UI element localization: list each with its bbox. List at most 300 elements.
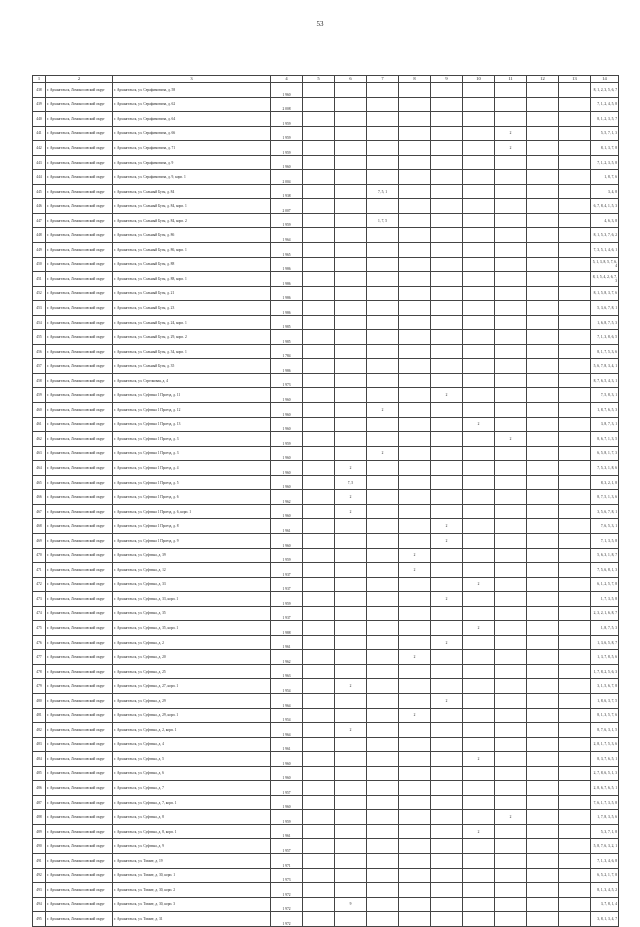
cell-address: г. Архангельск, ул. Суфтина, д. 7, корп. 1 — [113, 795, 271, 810]
cell-c9 — [431, 213, 463, 228]
cell-c7 — [367, 228, 399, 243]
cell-c11: 2 — [495, 432, 527, 447]
cell-c14: 1, 6, 8, 7, 5, 3 — [591, 315, 619, 330]
cell-c6 — [335, 112, 367, 127]
cell-c8 — [399, 897, 431, 912]
cell-address: г. Архангельск, ул. Тимме, д. 30, корп. 2 — [113, 883, 271, 898]
cell-c13 — [559, 213, 591, 228]
table-row — [33, 213, 619, 228]
cell-address: г. Архангельск, ул. Сольный Бугн, д. 24, корп. 1 — [113, 315, 271, 330]
cell-c9 — [431, 315, 463, 330]
cell-c5 — [303, 883, 335, 898]
cell-n: 483 — [33, 737, 46, 752]
cell-n: 473 — [33, 592, 46, 607]
cell-n: 494 — [33, 897, 46, 912]
cell-district: г. Архангельск, Ломоносовский округ — [46, 330, 113, 345]
cell-c8: 2 — [399, 548, 431, 563]
cell-c10 — [463, 97, 495, 112]
cell-c13 — [559, 737, 591, 752]
cell-c13 — [559, 344, 591, 359]
cell-c12 — [527, 781, 559, 796]
cell-c6 — [335, 243, 367, 258]
cell-c14: 8, 6, 7, 1, 3, 5 — [591, 432, 619, 447]
cell-c13 — [559, 141, 591, 156]
cell-c14: 4, 6, 3, 8 — [591, 213, 619, 228]
cell-c9 — [431, 723, 463, 738]
cell-c6: 9 — [335, 897, 367, 912]
cell-c14: 1, 8, 7, 5, 3 — [591, 621, 619, 636]
cell-c10 — [463, 897, 495, 912]
cell-year: 1 963 — [271, 664, 303, 679]
cell-c10 — [463, 853, 495, 868]
cell-c14: 7, 1, 2, 4, 5, 8 — [591, 97, 619, 112]
cell-year: 1 961 — [271, 635, 303, 650]
cell-c10 — [463, 170, 495, 185]
table-row — [33, 373, 619, 388]
cell-n: 442 — [33, 141, 46, 156]
cell-c14: 7, 5, 3, 1, 8, 6 — [591, 461, 619, 476]
table-row — [33, 388, 619, 403]
cell-c14: 1, 8, 6, 3, 7, 5 — [591, 693, 619, 708]
column-header-12: 12 — [527, 76, 559, 83]
cell-c11 — [495, 693, 527, 708]
cell-c10 — [463, 141, 495, 156]
cell-district: г. Архангельск, Ломоносовский округ — [46, 504, 113, 519]
cell-c11: 2 — [495, 126, 527, 141]
table-row — [33, 606, 619, 621]
cell-c8 — [399, 417, 431, 432]
cell-year: 1 957 — [271, 839, 303, 854]
table-row — [33, 723, 619, 738]
cell-c8 — [399, 301, 431, 316]
cell-c7 — [367, 621, 399, 636]
cell-year: 1 959 — [271, 112, 303, 127]
cell-c13 — [559, 432, 591, 447]
cell-c7 — [367, 490, 399, 505]
cell-c10 — [463, 693, 495, 708]
cell-n: 458 — [33, 373, 46, 388]
cell-address: г. Архангельск, ул. Суфтина, д. 33, корп. 1 — [113, 592, 271, 607]
cell-c10 — [463, 330, 495, 345]
cell-n: 456 — [33, 344, 46, 359]
cell-c10 — [463, 737, 495, 752]
cell-address: г. Архангельск, ул. Суфтина 1 Проезд, д. 6 — [113, 490, 271, 505]
cell-c14: 5, 3, 7, 1, 8 — [591, 824, 619, 839]
cell-address: г. Архангельск, ул. Сольный Бугн, д. 86, корп. 1 — [113, 243, 271, 258]
cell-c6 — [335, 83, 367, 98]
cell-c14: 8, 7, 6, 3, 1, 5 — [591, 723, 619, 738]
table-row — [33, 446, 619, 461]
cell-c5 — [303, 679, 335, 694]
cell-n: 490 — [33, 839, 46, 854]
cell-c8 — [399, 810, 431, 825]
cell-c12 — [527, 679, 559, 694]
cell-address: г. Архангельск, ул. Сольный Бугн, д. 29, корп. 2 — [113, 330, 271, 345]
cell-c9 — [431, 650, 463, 665]
cell-c12 — [527, 344, 559, 359]
cell-c7 — [367, 257, 399, 272]
cell-c13 — [559, 359, 591, 374]
cell-c13 — [559, 490, 591, 505]
cell-c12 — [527, 155, 559, 170]
cell-c10 — [463, 272, 495, 287]
cell-c14: 7, 6, 5, 3, 1 — [591, 519, 619, 534]
column-header-6: 6 — [335, 76, 367, 83]
cell-c14: 5, 6, 3, 1, 8, 7 — [591, 548, 619, 563]
cell-c10 — [463, 257, 495, 272]
cell-n: 455 — [33, 330, 46, 345]
cell-c11 — [495, 737, 527, 752]
cell-c9 — [431, 810, 463, 825]
cell-c7 — [367, 344, 399, 359]
cell-c5 — [303, 737, 335, 752]
cell-c12 — [527, 170, 559, 185]
cell-district: г. Архангельск, Ломоносовский округ — [46, 373, 113, 388]
cell-c5 — [303, 155, 335, 170]
cell-year: 1 954 — [271, 679, 303, 694]
cell-c9 — [431, 664, 463, 679]
cell-c14: 1, 8, 7, 6 — [591, 170, 619, 185]
cell-n: 471 — [33, 563, 46, 578]
cell-year: 1 964 — [271, 723, 303, 738]
column-header-3: 3 — [113, 76, 271, 83]
cell-c6 — [335, 257, 367, 272]
cell-c12 — [527, 330, 559, 345]
cell-c5 — [303, 83, 335, 98]
cell-c12 — [527, 606, 559, 621]
table-row — [33, 83, 619, 98]
table-row — [33, 417, 619, 432]
table-row — [33, 475, 619, 490]
table-row — [33, 752, 619, 767]
cell-c13 — [559, 272, 591, 287]
cell-c9 — [431, 883, 463, 898]
cell-c8 — [399, 664, 431, 679]
cell-c10 — [463, 213, 495, 228]
cell-c13 — [559, 912, 591, 927]
table-row — [33, 548, 619, 563]
cell-c5 — [303, 795, 335, 810]
cell-c13 — [559, 243, 591, 258]
cell-address: г. Архангельск, ул. Суфтина, д. 9 — [113, 839, 271, 854]
cell-year: 1 964 — [271, 693, 303, 708]
table-row — [33, 490, 619, 505]
cell-c6 — [335, 533, 367, 548]
cell-c10 — [463, 373, 495, 388]
cell-c8 — [399, 199, 431, 214]
cell-c6 — [335, 403, 367, 418]
cell-c11 — [495, 853, 527, 868]
cell-c8 — [399, 606, 431, 621]
cell-c12 — [527, 475, 559, 490]
cell-year: 2 004 — [271, 170, 303, 185]
table-row — [33, 883, 619, 898]
cell-c9 — [431, 679, 463, 694]
cell-c12 — [527, 533, 559, 548]
cell-n: 449 — [33, 243, 46, 258]
cell-c8 — [399, 388, 431, 403]
cell-year: 1 986 — [271, 301, 303, 316]
cell-c11 — [495, 272, 527, 287]
cell-c5 — [303, 403, 335, 418]
cell-c12 — [527, 432, 559, 447]
cell-c8 — [399, 504, 431, 519]
cell-c8 — [399, 635, 431, 650]
table-body — [33, 83, 619, 927]
cell-c13 — [559, 708, 591, 723]
cell-c5 — [303, 853, 335, 868]
cell-c8 — [399, 213, 431, 228]
cell-c14: 7, 1, 3, 8, 6, 5 — [591, 330, 619, 345]
cell-n: 472 — [33, 577, 46, 592]
cell-c10 — [463, 810, 495, 825]
cell-n: 468 — [33, 519, 46, 534]
cell-c12 — [527, 795, 559, 810]
cell-c14: 2, 7, 8, 6, 5, 1, 3 — [591, 766, 619, 781]
cell-c7 — [367, 577, 399, 592]
cell-district: г. Архангельск, Ломоносовский округ — [46, 257, 113, 272]
cell-c13 — [559, 315, 591, 330]
cell-c8 — [399, 315, 431, 330]
cell-district: г. Архангельск, Ломоносовский округ — [46, 126, 113, 141]
cell-c6 — [335, 519, 367, 534]
cell-c5 — [303, 141, 335, 156]
cell-c8 — [399, 868, 431, 883]
cell-c6 — [335, 883, 367, 898]
cell-c7 — [367, 650, 399, 665]
cell-c14: 1, 7, 8, 3, 5, 6 — [591, 810, 619, 825]
cell-c12 — [527, 577, 559, 592]
cell-n: 467 — [33, 504, 46, 519]
cell-address: г. Архангельск, ул. Сольный Бугн, д. 88 — [113, 257, 271, 272]
cell-c12 — [527, 519, 559, 534]
cell-c6 — [335, 839, 367, 854]
cell-c6: 2 — [335, 679, 367, 694]
cell-address: г. Архангельск, ул. Суфтина, д. 29, корп. 1 — [113, 708, 271, 723]
cell-c12 — [527, 708, 559, 723]
cell-year: 1 959 — [271, 810, 303, 825]
cell-c5 — [303, 432, 335, 447]
cell-c8 — [399, 228, 431, 243]
table-row — [33, 432, 619, 447]
cell-c10 — [463, 490, 495, 505]
cell-c10 — [463, 912, 495, 927]
cell-c6 — [335, 577, 367, 592]
cell-c9 — [431, 432, 463, 447]
cell-c9 — [431, 606, 463, 621]
cell-c5 — [303, 563, 335, 578]
table-row — [33, 97, 619, 112]
table-row — [33, 403, 619, 418]
cell-year: 1 986 — [271, 359, 303, 374]
table-row — [33, 112, 619, 127]
cell-c13 — [559, 461, 591, 476]
cell-c10 — [463, 533, 495, 548]
cell-c14: 7, 5, 6, 8, 1, 3 — [591, 563, 619, 578]
cell-c5 — [303, 475, 335, 490]
cell-c6 — [335, 417, 367, 432]
cell-c6 — [335, 737, 367, 752]
cell-c12 — [527, 563, 559, 578]
cell-c11 — [495, 752, 527, 767]
cell-c8 — [399, 257, 431, 272]
cell-c8 — [399, 795, 431, 810]
table-row — [33, 795, 619, 810]
cell-district: г. Архангельск, Ломоносовский округ — [46, 824, 113, 839]
cell-c9 — [431, 170, 463, 185]
cell-c11 — [495, 315, 527, 330]
table-row — [33, 679, 619, 694]
cell-c9 — [431, 126, 463, 141]
cell-c11 — [495, 679, 527, 694]
cell-c7 — [367, 766, 399, 781]
cell-c9 — [431, 766, 463, 781]
cell-c6 — [335, 141, 367, 156]
cell-c6 — [335, 708, 367, 723]
cell-n: 452 — [33, 286, 46, 301]
cell-c12 — [527, 810, 559, 825]
column-header-9: 9 — [431, 76, 463, 83]
cell-district: г. Архангельск, Ломоносовский округ — [46, 228, 113, 243]
cell-c14: 8, 1, 5, 3, 7, 6, 2 — [591, 228, 619, 243]
cell-c11 — [495, 650, 527, 665]
cell-c14: 8, 1, 5, 8, 3, 7, 6 — [591, 286, 619, 301]
cell-year: 1 960 — [271, 403, 303, 418]
cell-c13 — [559, 184, 591, 199]
cell-c10 — [463, 781, 495, 796]
cell-address: г. Архангельск, ул. Суфтина 1 Проезд, д. 13 — [113, 417, 271, 432]
table-row — [33, 243, 619, 258]
cell-c13 — [559, 795, 591, 810]
column-header-4: 4 — [271, 76, 303, 83]
cell-c13 — [559, 504, 591, 519]
cell-c7 — [367, 286, 399, 301]
cell-c13 — [559, 155, 591, 170]
cell-c11 — [495, 519, 527, 534]
cell-n: 495 — [33, 912, 46, 927]
cell-c5 — [303, 839, 335, 854]
cell-c5 — [303, 388, 335, 403]
cell-c11 — [495, 708, 527, 723]
cell-c12 — [527, 839, 559, 854]
cell-c7 — [367, 301, 399, 316]
cell-year: 1 959 — [271, 141, 303, 156]
cell-district: г. Архангельск, Ломоносовский округ — [46, 403, 113, 418]
cell-c9: 2 — [431, 693, 463, 708]
table-row — [33, 170, 619, 185]
table-row — [33, 199, 619, 214]
cell-n: 492 — [33, 868, 46, 883]
cell-c12 — [527, 301, 559, 316]
cell-c5 — [303, 621, 335, 636]
cell-c7 — [367, 97, 399, 112]
cell-address: г. Архангельск, ул. Сольный Бугн, д. 86 — [113, 228, 271, 243]
cell-c14: 8, 1, 5, 4, 2, 6, 7, 3 — [591, 272, 619, 287]
cell-c10 — [463, 723, 495, 738]
column-header-1: 1 — [33, 76, 46, 83]
cell-c10 — [463, 548, 495, 563]
cell-c11 — [495, 548, 527, 563]
cell-c10 — [463, 679, 495, 694]
cell-c8 — [399, 766, 431, 781]
cell-c12 — [527, 112, 559, 127]
cell-c6 — [335, 824, 367, 839]
cell-address: г. Архангельск, ул. Суфтина, д. 39 — [113, 548, 271, 563]
cell-c9: 2 — [431, 592, 463, 607]
cell-year: 1 937 — [271, 563, 303, 578]
cell-c10 — [463, 766, 495, 781]
cell-district: г. Архангельск, Ломоносовский округ — [46, 577, 113, 592]
cell-c12 — [527, 213, 559, 228]
cell-c8 — [399, 912, 431, 927]
cell-c6 — [335, 621, 367, 636]
cell-c6 — [335, 315, 367, 330]
cell-year: 1 957 — [271, 781, 303, 796]
cell-address: г. Архангельск, ул. Суфтина 1 Проезд, д. 9 — [113, 533, 271, 548]
cell-c10 — [463, 228, 495, 243]
cell-c13 — [559, 723, 591, 738]
cell-c7 — [367, 170, 399, 185]
cell-year: 1 960 — [271, 504, 303, 519]
cell-c13 — [559, 606, 591, 621]
cell-c9: 2 — [431, 519, 463, 534]
cell-c8 — [399, 853, 431, 868]
cell-c8 — [399, 97, 431, 112]
cell-c9 — [431, 621, 463, 636]
cell-c7 — [367, 810, 399, 825]
cell-year: 1 986 — [271, 272, 303, 287]
column-header-14: 14 — [591, 76, 619, 83]
cell-c12 — [527, 228, 559, 243]
cell-c6 — [335, 868, 367, 883]
cell-c9 — [431, 155, 463, 170]
cell-year: 1 937 — [271, 577, 303, 592]
cell-c11 — [495, 533, 527, 548]
cell-c5 — [303, 708, 335, 723]
cell-c12 — [527, 664, 559, 679]
cell-district: г. Архангельск, Ломоносовский округ — [46, 301, 113, 316]
cell-c12 — [527, 490, 559, 505]
table-row — [33, 330, 619, 345]
cell-c9 — [431, 417, 463, 432]
cell-c7 — [367, 693, 399, 708]
cell-year: 1 960 — [271, 752, 303, 767]
cell-c9 — [431, 737, 463, 752]
cell-c14: 1, 7, 3, 5, 8 — [591, 592, 619, 607]
cell-n: 447 — [33, 213, 46, 228]
cell-c13 — [559, 199, 591, 214]
cell-c7 — [367, 417, 399, 432]
cell-year: 1 960 — [271, 388, 303, 403]
cell-c9 — [431, 490, 463, 505]
cell-district: г. Архангельск, Ломоносовский округ — [46, 664, 113, 679]
cell-c10 — [463, 475, 495, 490]
cell-address: г. Архангельск, ул. Суфтина 1 Проезд, д. 8 — [113, 519, 271, 534]
cell-year: 1 988 — [271, 621, 303, 636]
cell-n: 478 — [33, 664, 46, 679]
cell-n: 464 — [33, 461, 46, 476]
cell-address: г. Архангельск, ул. Сольный Бугн, д. 23 — [113, 301, 271, 316]
table-row — [33, 461, 619, 476]
cell-c8 — [399, 446, 431, 461]
cell-c8 — [399, 359, 431, 374]
cell-c13 — [559, 824, 591, 839]
cell-c14: 3, 5, 6, 7, 8, 1 — [591, 504, 619, 519]
cell-c9 — [431, 824, 463, 839]
cell-c14: 3, 1, 5, 6, 7, 8 — [591, 679, 619, 694]
cell-c8 — [399, 781, 431, 796]
cell-n: 465 — [33, 475, 46, 490]
